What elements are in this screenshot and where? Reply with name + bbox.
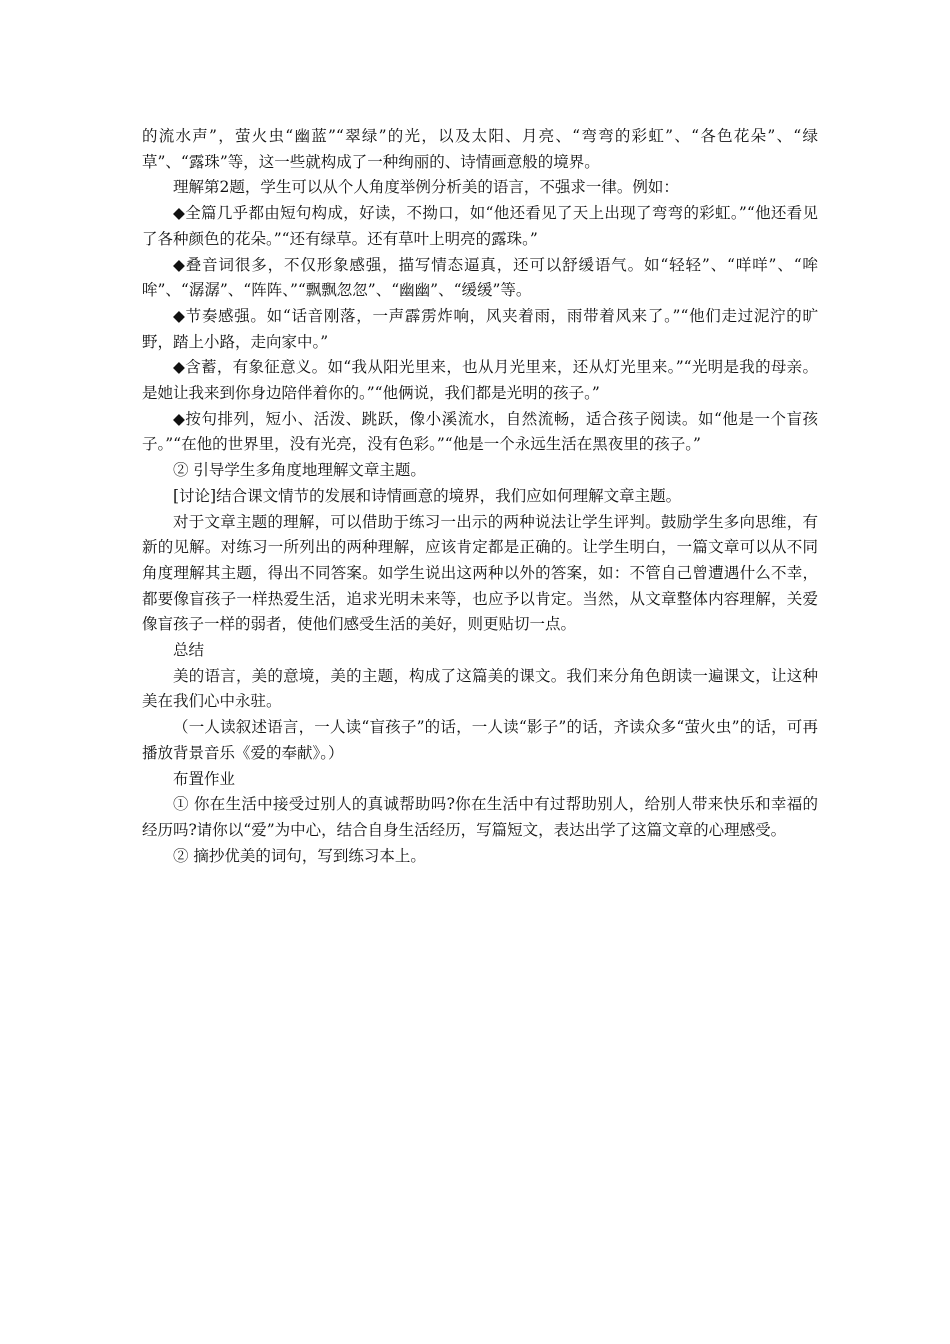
paragraph-9: [讨论]结合课文情节的发展和诗情画意的境界，我们应如何理解文章主题。 [173, 486, 682, 505]
paragraph-7: ◆按句排列，短小、活泼、跳跃，像小溪流水，自然流畅，适合孩子阅读。如“他是一个盲孩子。”“在他的世界里，没有光亮，没有色彩。”“他是一个永远生活在黑夜里的孩子。” [142, 409, 818, 454]
paragraph-13: （一人读叙述语言，一人读“盲孩子”的话，一人读“影子”的话，齐读众多“萤火虫”的话，可再播放背景音乐《爱的奉献》。） [142, 718, 818, 762]
section-heading-homework: 布置作业 [173, 769, 236, 788]
paragraph-12: 美的语言，美的意境，美的主题，构成了这篇美的课文。我们来分角色朗读一遍课文，让这种美在我们心中永驻。 [142, 666, 818, 711]
paragraph-1: 的流水声”，萤火虫“幽蓝”“翠绿”的光，以及太阳、月亮、“弯弯的彩虹”、“各色花朵”、“绿草”、“露珠”等，这一些就构成了一种绚丽的、诗情画意般的境界。 [142, 127, 818, 171]
paragraph-8: ② 引导学生多角度地理解文章主题。 [173, 461, 426, 480]
paragraph-10: 对于文章主题的理解，可以借助于练习一出示的两种说法让学生评判。鼓励学生多向思维，有新的见解。对练习一所列出的两种理解，应该肯定都是正确的。让学生明白，一篇文章可以从不同角度理解其主题，得出不同答案。如学生说出这两种以外的答案，如：不管自己曾遭遇什么不幸，都要像盲孩子一样热爱生活，追求光明未来等，也应予以肯定。当然，从文章整体内容理解，关爱像盲孩子一样的弱者，使他们感受生活的美好，则更贴切一点。 [142, 512, 818, 634]
paragraph-2: 理解第2题，学生可以从个人角度举例分析美的语言，不强求一律。例如： [173, 178, 679, 197]
section-heading-summary: 总结 [173, 641, 205, 660]
paragraph-3: ◆全篇几乎都由短句构成，好读，不拗口，如“他还看见了天上出现了弯弯的彩虹。”“他还看见了各种颜色的花朵。”“还有绿草。还有草叶上明亮的露珠。” [142, 204, 818, 248]
homework-item-1: ① 你在生活中接受过别人的真诚帮助吗?你在生活中有过帮助别人，给别人带来快乐和幸福的经历吗?请你以“爱”为中心，结合自身生活经历，写篇短文，表达出学了这篇文章的心理感受。 [142, 795, 818, 839]
document-page [142, 124, 818, 869]
homework-item-2: ② 摘抄优美的词句，写到练习本上。 [173, 846, 426, 865]
paragraph-4: ◆叠音词很多，不仅形象感强，描写情态逼真，还可以舒缓语气。如“轻轻”、“咩咩”、“哞哞”、“潺潺”、“阵阵、”“飘飘忽忽”、“幽幽”、“缓缓”等。 [142, 255, 818, 300]
paragraph-5: ◆节奏感强。如“话音刚落，一声霹雳炸响，风夹着雨，雨带着风来了。”“他们走过泥泞的旷野，踏上小路，走向家中。” [142, 306, 818, 351]
paragraph-6: ◆含蓄，有象征意义。如“我从阳光里来，也从月光里来，还从灯光里来。”“光明是我的母亲。是她让我来到你身边陪伴着你的。”“他俩说，我们都是光明的孩子。” [142, 358, 818, 403]
